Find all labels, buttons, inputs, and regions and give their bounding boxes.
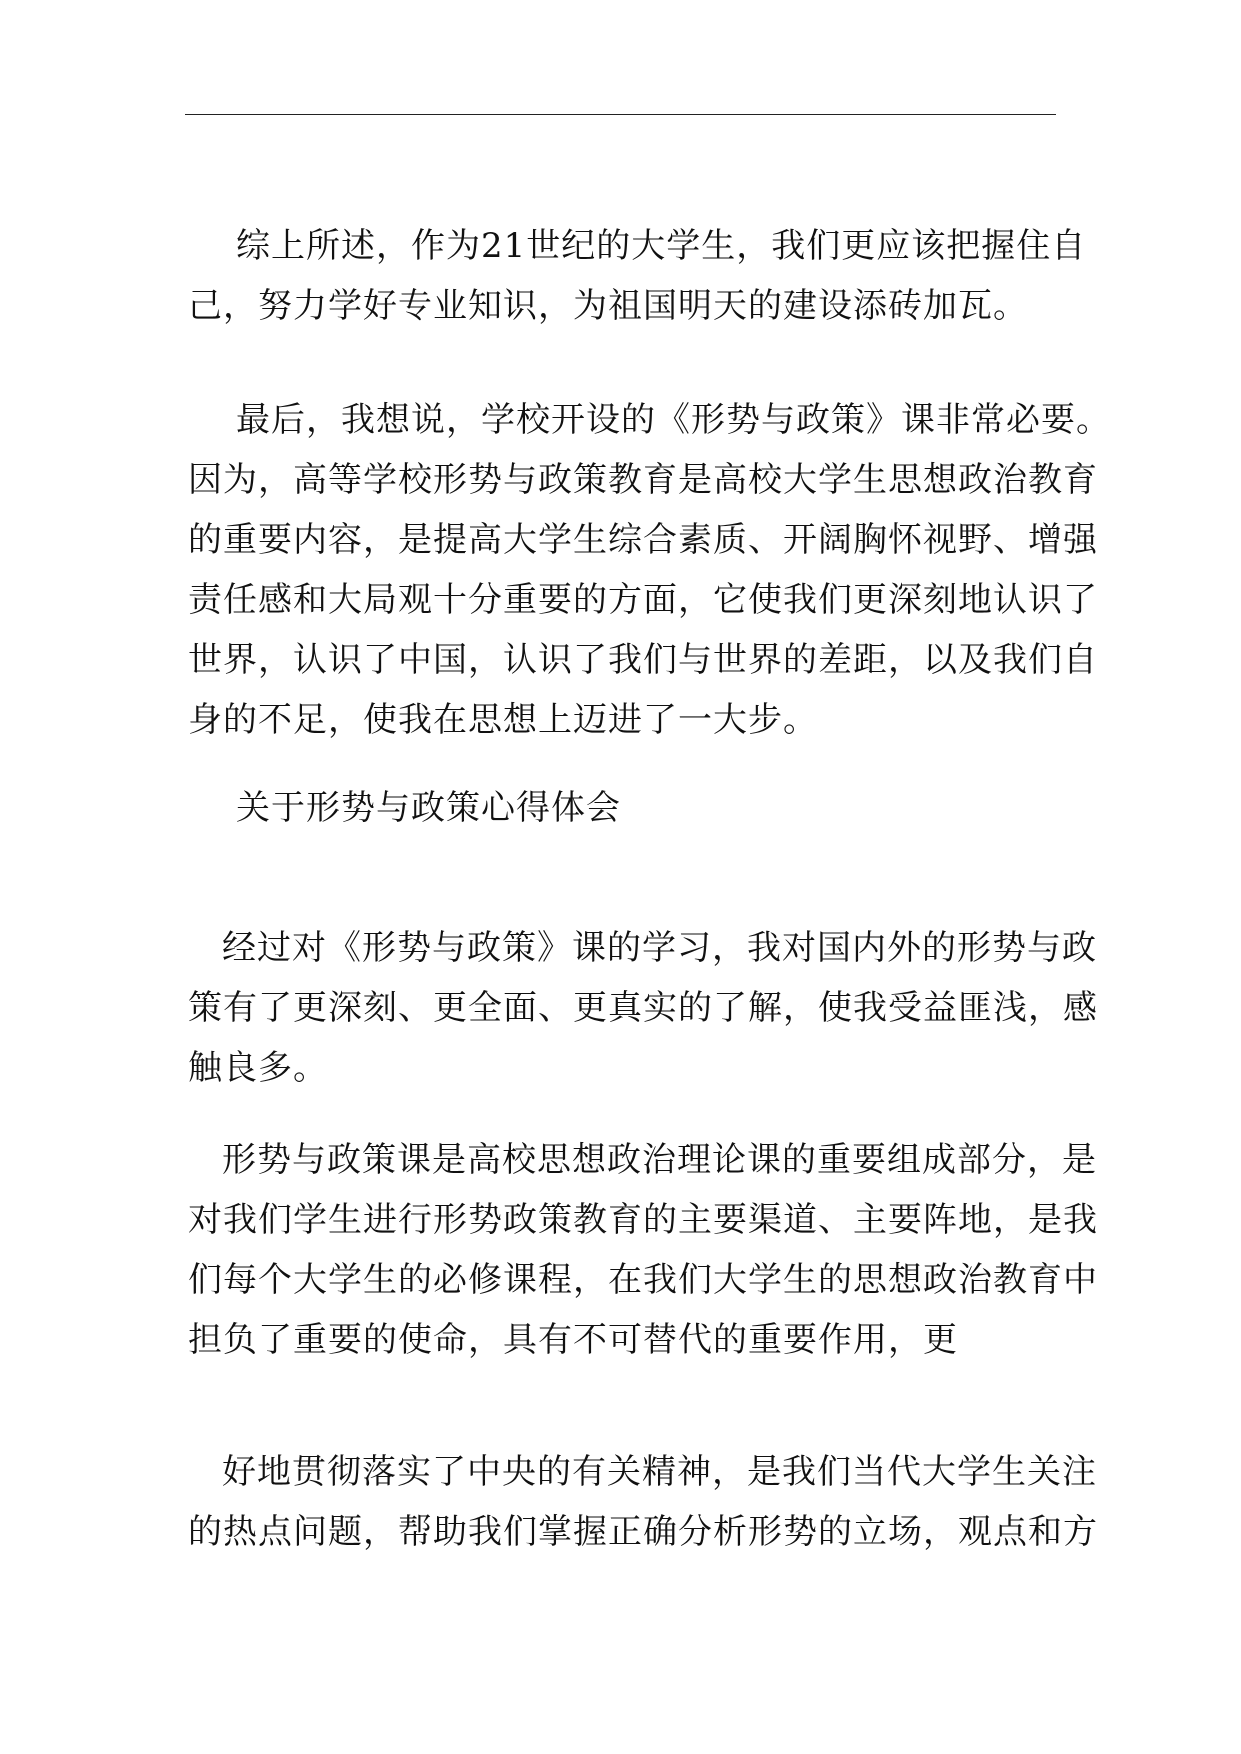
paragraph-conclusion <box>188 216 1087 336</box>
paragraph-line: 的热点问题，帮助我们掌握正确分析形势的立场，观点和方 <box>188 1512 1098 1552</box>
paragraph-line: 担负了重要的使命，具有不可替代的重要作用，更 <box>188 1320 958 1360</box>
paragraph-line: 好地贯彻落实了中央的有关精神，是我们当代大学生关注 <box>222 1452 1097 1492</box>
paragraph-line: 因为，高等学校形势与政策教育是高校大学生思想政治教育 <box>188 460 1098 500</box>
paragraph-line: 们每个大学生的必修课程，在我们大学生的思想政治教育中 <box>188 1260 1098 1300</box>
paragraph-continuation <box>188 1442 1098 1562</box>
paragraph-line: 身的不足，使我在思想上迈进了一大步。 <box>188 700 818 740</box>
paragraph-line: 责任感和大局观十分重要的方面，它使我们更深刻地认识了 <box>188 580 1098 620</box>
paragraph-line: 经过对《形势与政策》课的学习，我对国内外的形势与政 <box>222 928 1097 968</box>
paragraph-line: 触良多。 <box>188 1048 328 1088</box>
paragraph-line: 策有了更深刻、更全面、更真实的了解，使我受益匪浅，感 <box>188 988 1098 1028</box>
paragraph-line: 己，努力学好专业知识，为祖国明天的建设添砖加瓦。 <box>188 286 1028 326</box>
section-heading <box>188 778 1060 838</box>
header-rule <box>185 114 1056 115</box>
paragraph-line: 世界，认识了中国，认识了我们与世界的差距，以及我们自 <box>188 640 1098 680</box>
paragraph-final-thoughts <box>188 390 1111 750</box>
paragraph-line: 的重要内容，是提高大学生综合素质、开阔胸怀视野、增强 <box>188 520 1098 560</box>
paragraph-intro <box>188 918 1098 1098</box>
paragraph-line: 最后，我想说，学校开设的《形势与政策》课非常必要。 <box>236 400 1111 440</box>
section-heading-text: 关于形势与政策心得体会 <box>236 788 621 828</box>
paragraph-line: 综上所述，作为21世纪的大学生，我们更应该把握住自 <box>236 226 1087 266</box>
paragraph-line: 形势与政策课是高校思想政治理论课的重要组成部分，是 <box>222 1140 1097 1180</box>
paragraph-line: 对我们学生进行形势政策教育的主要渠道、主要阵地，是我 <box>188 1200 1098 1240</box>
paragraph-course-role <box>188 1130 1098 1370</box>
